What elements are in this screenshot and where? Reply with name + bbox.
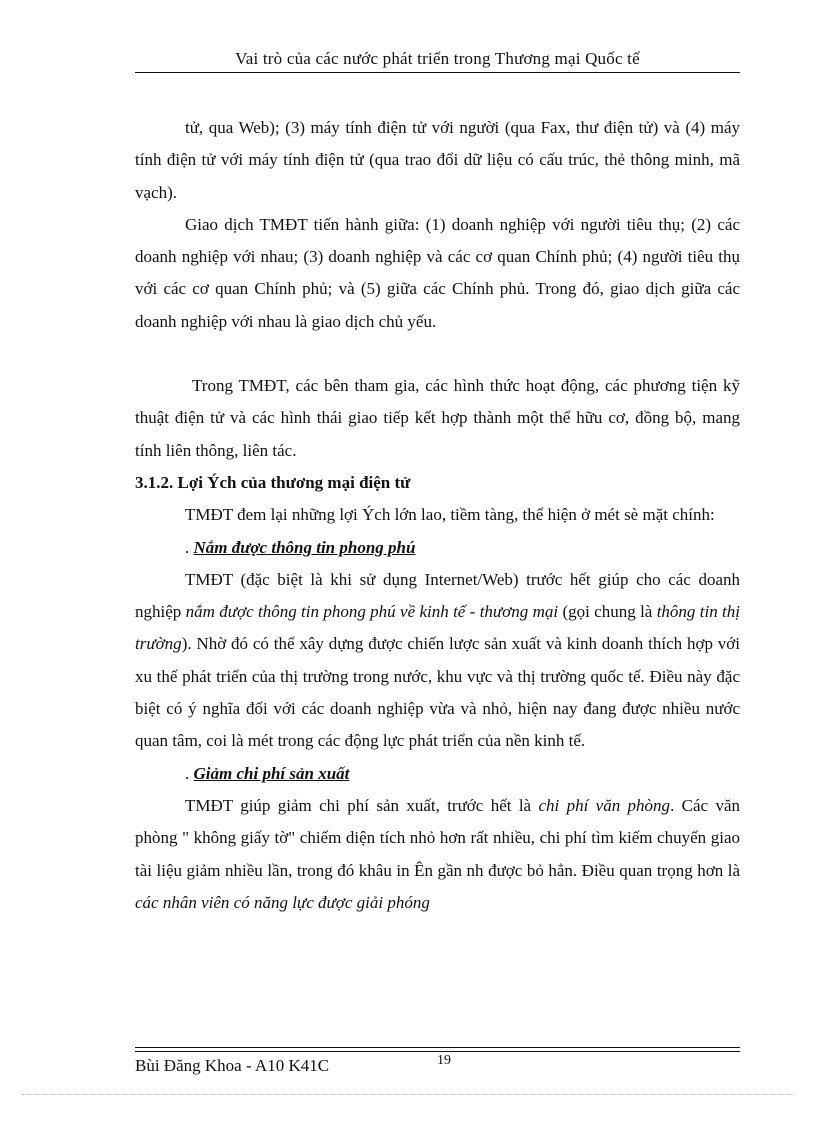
paragraph-6 (135, 790, 740, 919)
paragraph-5-emphasis: nắm được thông tin phong phú về kinh tế - thương mại (185, 602, 559, 622)
paragraph-6-part: TMĐT giúp giảm chi phí sản xuất, trước hết là (185, 795, 539, 815)
paragraph-1: tử, qua Web); (3) máy tính điện tử với người (qua Fax, thư điện tử) và (4) máy tính điện tử với máy tính điện tử (qua trao đổi dữ liệu có cấu trúc, thẻ thông minh, mã vạch). (135, 118, 740, 202)
footer-author: Bùi Đăng Khoa - A10 K41C (135, 1056, 330, 1075)
paragraph-3: Trong TMĐT, các bên tham gia, các hình thức hoạt động, các phương tiện kỹ thuật điện tử và các hình thái giao tiếp kết hợp thành một thể hữu cơ, đồng bộ, mang tính liên thông, liên tác. (135, 376, 740, 460)
paragraph-4: TMĐT đem lại những lợi Ých lớn lao, tiềm tàng, thể hiện ở mét sè mặt chính: (185, 505, 715, 525)
body-text (135, 112, 740, 919)
running-header: Vai trò của các nước phát triển trong Thương mại Quốc tế (235, 49, 640, 68)
paragraph-5 (135, 564, 740, 758)
subheading-2-text: Giảm chi phí sản xuất (193, 763, 350, 783)
subheading-bullet: . (185, 763, 194, 783)
paragraph-5-part: (gọi chung là (558, 602, 657, 622)
paragraph-5-part: ). Nhờ đó có thể xây dựng được chiến lược sản xuất và kinh doanh thích hợp với xu thế phát triển của thị trường trong nước, khu vực và thị trường quốc tế. Điều này đặc biệt có ý nghĩa đối với các doanh nghiệp vừa và nhỏ, hiện nay đang được nhiều nước quan tâm, coi là mét trong các động lực phát triển của nền kinh tế. (135, 634, 740, 751)
blank-line (135, 338, 740, 370)
paragraph-5-emphasis: thông tin thị trường (135, 602, 740, 654)
section-heading: 3.1.2. Lợi Ých của thương mại điện tử (135, 472, 411, 492)
page-number: 19 (437, 1053, 451, 1068)
paragraph-5-part: TMĐT (đặc biệt là khi sử dụng Internet/Web) trước hết giúp cho các doanh nghiệp (135, 569, 740, 622)
footer-rule (135, 1047, 740, 1048)
subheading-1-text: Nắm được thông tin phong phú (193, 537, 416, 557)
subheading-bullet: . (185, 537, 194, 557)
paragraph-6-part: . Các văn phòng " không giấy tờ" chiếm diện tích nhỏ hơn rất nhiều, chi phí tìm kiếm chuyển giao tài liệu giảm nhiều lần, trong đó khâu in Ên gần nh được bỏ hẳn. Điều quan trọng hơn là (135, 795, 740, 880)
paragraph-6-emphasis: chi phí văn phòng (538, 795, 671, 815)
paragraph-6-emphasis: các nhân viên có năng lực được giải phóng (135, 892, 430, 912)
subheading-2 (135, 758, 740, 790)
footer-rule (135, 1051, 740, 1052)
paragraph-2: Giao dịch TMĐT tiến hành giữa: (1) doanh nghiệp với người tiêu thụ; (2) các doanh nghiệp với nhau; (3) doanh nghiệp và các cơ quan Chính phủ; (4) người tiêu thụ với các cơ quan Chính phủ; và (5) giữa các Chính phủ. Trong đó, giao dịch giữa các doanh nghiệp với nhau là giao dịch chủ yếu. (135, 214, 740, 331)
header-rule (135, 72, 740, 73)
page-edge-dots (22, 1094, 794, 1095)
subheading-1 (135, 532, 740, 564)
